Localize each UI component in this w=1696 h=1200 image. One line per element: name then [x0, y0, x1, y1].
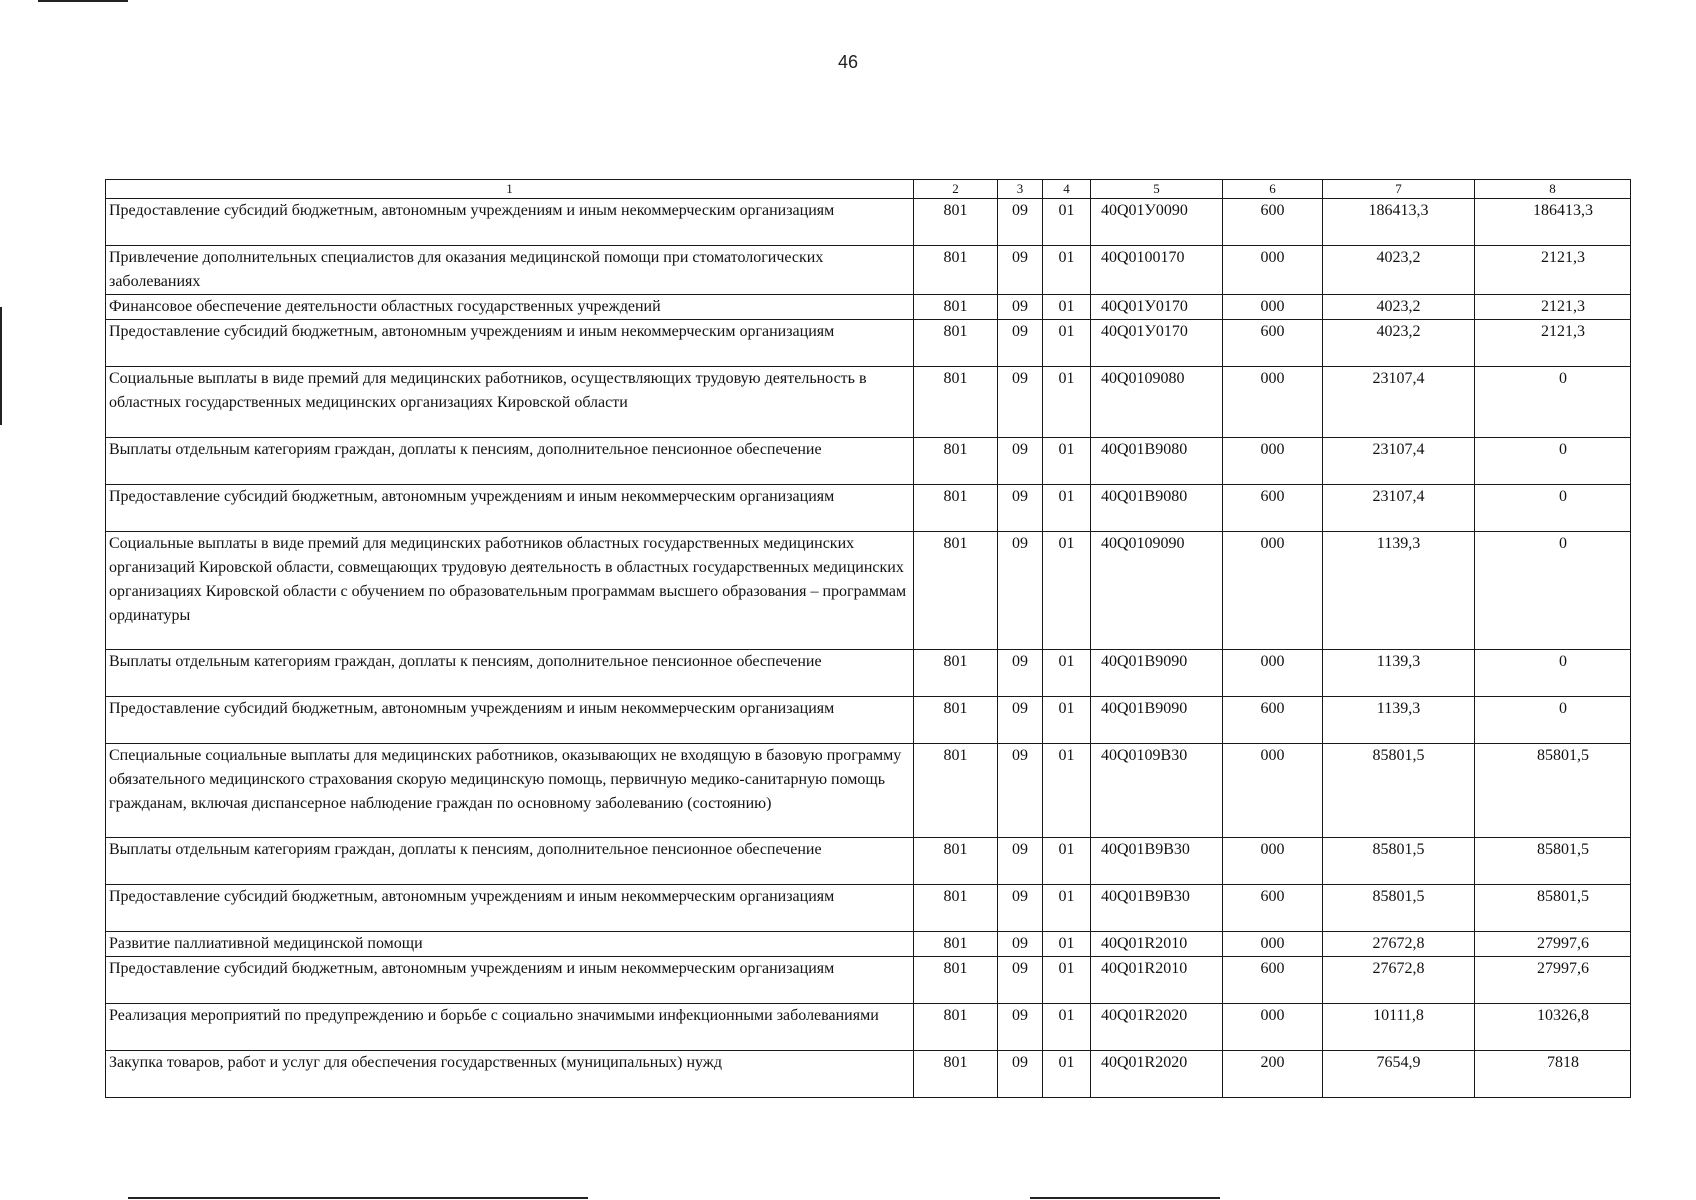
cell-expense-type: 200 [1223, 1051, 1323, 1098]
cell-col3: 09 [998, 957, 1043, 1004]
cell-col3: 09 [998, 485, 1043, 532]
table-row [106, 838, 1631, 885]
row-description: Социальные выплаты в виде премий для медицинских работников областных государственных медицинских организаций Кировской области, совмещающих трудовую деятельность в областных государственных медицинских организациях Кировской области с обучением по образовательным программам высшего образования – программам ординатуры [106, 532, 914, 650]
header-cell: 2 [914, 180, 998, 199]
row-description: Специальные социальные выплаты для медицинских работников, оказывающих не входящую в базовую программу обязательного медицинского страхования скорую медицинскую помощь, первичную медико-санитарную помощь гражданам, включая диспансерное наблюдение граждан по основному заболеванию (состоянию) [106, 744, 914, 838]
cell-col4: 01 [1043, 838, 1091, 885]
cell-amount-col7: 4023,2 [1323, 295, 1475, 320]
cell-amount-col7: 1139,3 [1323, 650, 1475, 697]
cell-col3: 09 [998, 744, 1043, 838]
cell-col2: 801 [914, 532, 998, 650]
header-cell: 5 [1091, 180, 1223, 199]
cell-amount-col7: 186413,3 [1323, 199, 1475, 246]
page-number: 46 [837, 52, 859, 72]
cell-target-code: 40Q01R2020 [1091, 1051, 1223, 1098]
cell-amount-col8: 0 [1475, 367, 1631, 438]
cell-expense-type: 600 [1223, 320, 1323, 367]
cell-col2: 801 [914, 885, 998, 932]
cell-amount-col8: 85801,5 [1475, 744, 1631, 838]
row-description: Предоставление субсидий бюджетным, автономным учреждениям и иным некоммерческим организациям [106, 697, 914, 744]
cell-col4: 01 [1043, 438, 1091, 485]
cell-amount-col8: 2121,3 [1475, 246, 1631, 295]
cell-col3: 09 [998, 932, 1043, 957]
row-description: Предоставление субсидий бюджетным, автономным учреждениям и иным некоммерческим организациям [106, 885, 914, 932]
scan-mark-top [38, 0, 128, 2]
cell-expense-type: 000 [1223, 744, 1323, 838]
cell-expense-type: 600 [1223, 957, 1323, 1004]
table-row [106, 932, 1631, 957]
cell-col3: 09 [998, 1004, 1043, 1051]
cell-amount-col7: 7654,9 [1323, 1051, 1475, 1098]
cell-target-code: 40Q0109090 [1091, 532, 1223, 650]
row-description: Предоставление субсидий бюджетным, автономным учреждениям и иным некоммерческим организациям [106, 957, 914, 1004]
row-description: Предоставление субсидий бюджетным, автономным учреждениям и иным некоммерческим организациям [106, 199, 914, 246]
cell-amount-col7: 85801,5 [1323, 838, 1475, 885]
cell-col2: 801 [914, 957, 998, 1004]
cell-target-code: 40Q01R2010 [1091, 932, 1223, 957]
cell-col4: 01 [1043, 1051, 1091, 1098]
table-row [106, 697, 1631, 744]
cell-col2: 801 [914, 438, 998, 485]
header-cell: 7 [1323, 180, 1475, 199]
cell-col3: 09 [998, 438, 1043, 485]
cell-col4: 01 [1043, 885, 1091, 932]
table-row [106, 295, 1631, 320]
table-row [106, 1004, 1631, 1051]
cell-col3: 09 [998, 295, 1043, 320]
row-description: Социальные выплаты в виде премий для медицинских работников, осуществляющих трудовую деятельность в областных государственных медицинских организациях Кировской области [106, 367, 914, 438]
table-row [106, 199, 1631, 246]
cell-expense-type: 000 [1223, 932, 1323, 957]
cell-amount-col8: 10326,8 [1475, 1004, 1631, 1051]
cell-col4: 01 [1043, 1004, 1091, 1051]
cell-amount-col7: 23107,4 [1323, 485, 1475, 532]
cell-amount-col7: 85801,5 [1323, 744, 1475, 838]
cell-col2: 801 [914, 1051, 998, 1098]
cell-target-code: 40Q01R2020 [1091, 1004, 1223, 1051]
header-cell: 6 [1223, 180, 1323, 199]
cell-amount-col7: 4023,2 [1323, 320, 1475, 367]
table-row [106, 246, 1631, 295]
cell-amount-col8: 27997,6 [1475, 957, 1631, 1004]
cell-col3: 09 [998, 697, 1043, 744]
cell-target-code: 40Q0109B30 [1091, 744, 1223, 838]
row-description: Предоставление субсидий бюджетным, автономным учреждениям и иным некоммерческим организациям [106, 320, 914, 367]
cell-amount-col8: 0 [1475, 650, 1631, 697]
header-cell: 8 [1475, 180, 1631, 199]
cell-col4: 01 [1043, 199, 1091, 246]
row-description: Привлечение дополнительных специалистов для оказания медицинской помощи при стоматологических заболеваниях [106, 246, 914, 295]
cell-target-code: 40Q01У0090 [1091, 199, 1223, 246]
cell-col4: 01 [1043, 485, 1091, 532]
cell-col2: 801 [914, 932, 998, 957]
cell-col2: 801 [914, 320, 998, 367]
cell-target-code: 40Q01R2010 [1091, 957, 1223, 1004]
table-row [106, 320, 1631, 367]
cell-expense-type: 000 [1223, 650, 1323, 697]
cell-col2: 801 [914, 744, 998, 838]
cell-amount-col7: 1139,3 [1323, 532, 1475, 650]
cell-col3: 09 [998, 650, 1043, 697]
cell-col2: 801 [914, 697, 998, 744]
header-cell: 1 [106, 180, 914, 199]
cell-col4: 01 [1043, 650, 1091, 697]
cell-target-code: 40Q01B9090 [1091, 697, 1223, 744]
cell-expense-type: 600 [1223, 885, 1323, 932]
cell-expense-type: 000 [1223, 532, 1323, 650]
cell-expense-type: 000 [1223, 367, 1323, 438]
table-row [106, 1051, 1631, 1098]
cell-amount-col8: 0 [1475, 485, 1631, 532]
row-description: Реализация мероприятий по предупреждению и борьбе с социально значимыми инфекционными заболеваниями [106, 1004, 914, 1051]
header-cell: 4 [1043, 180, 1091, 199]
cell-col4: 01 [1043, 697, 1091, 744]
cell-col2: 801 [914, 246, 998, 295]
cell-col4: 01 [1043, 295, 1091, 320]
cell-col2: 801 [914, 838, 998, 885]
cell-col2: 801 [914, 485, 998, 532]
cell-expense-type: 000 [1223, 246, 1323, 295]
cell-expense-type: 000 [1223, 1004, 1323, 1051]
row-description: Предоставление субсидий бюджетным, автономным учреждениям и иным некоммерческим организациям [106, 485, 914, 532]
table-row [106, 744, 1631, 838]
cell-amount-col7: 4023,2 [1323, 246, 1475, 295]
cell-expense-type: 600 [1223, 697, 1323, 744]
cell-col3: 09 [998, 1051, 1043, 1098]
cell-col4: 01 [1043, 957, 1091, 1004]
table-row [106, 438, 1631, 485]
scan-mark-left [0, 307, 2, 425]
cell-col2: 801 [914, 367, 998, 438]
cell-expense-type: 000 [1223, 438, 1323, 485]
cell-expense-type: 000 [1223, 838, 1323, 885]
cell-col4: 01 [1043, 246, 1091, 295]
cell-col3: 09 [998, 838, 1043, 885]
cell-amount-col8: 0 [1475, 532, 1631, 650]
table-row [106, 367, 1631, 438]
cell-expense-type: 600 [1223, 199, 1323, 246]
table-row [106, 650, 1631, 697]
cell-target-code: 40Q01B9080 [1091, 485, 1223, 532]
cell-amount-col7: 1139,3 [1323, 697, 1475, 744]
cell-amount-col8: 0 [1475, 438, 1631, 485]
cell-col4: 01 [1043, 744, 1091, 838]
cell-target-code: 40Q01B9B30 [1091, 838, 1223, 885]
cell-target-code: 40Q01B9B30 [1091, 885, 1223, 932]
table-row [106, 885, 1631, 932]
cell-target-code: 40Q0100170 [1091, 246, 1223, 295]
table-row [106, 532, 1631, 650]
cell-expense-type: 600 [1223, 485, 1323, 532]
cell-col2: 801 [914, 199, 998, 246]
cell-target-code: 40Q01B9080 [1091, 438, 1223, 485]
cell-amount-col8: 85801,5 [1475, 885, 1631, 932]
cell-col4: 01 [1043, 320, 1091, 367]
row-description: Выплаты отдельным категориям граждан, доплаты к пенсиям, дополнительное пенсионное обеспечение [106, 838, 914, 885]
cell-expense-type: 000 [1223, 295, 1323, 320]
cell-amount-col8: 7818 [1475, 1051, 1631, 1098]
row-description: Финансовое обеспечение деятельности областных государственных учреждений [106, 295, 914, 320]
cell-col3: 09 [998, 367, 1043, 438]
cell-amount-col8: 27997,6 [1475, 932, 1631, 957]
cell-col4: 01 [1043, 932, 1091, 957]
row-description: Развитие паллиативной медицинской помощи [106, 932, 914, 957]
budget-table [105, 179, 1631, 1098]
cell-col2: 801 [914, 1004, 998, 1051]
cell-target-code: 40Q01У0170 [1091, 295, 1223, 320]
cell-col3: 09 [998, 199, 1043, 246]
cell-amount-col7: 27672,8 [1323, 957, 1475, 1004]
scan-mark-bottom-right [1030, 1197, 1220, 1199]
cell-col2: 801 [914, 650, 998, 697]
cell-amount-col7: 10111,8 [1323, 1004, 1475, 1051]
cell-target-code: 40Q01У0170 [1091, 320, 1223, 367]
cell-target-code: 40Q0109080 [1091, 367, 1223, 438]
cell-col3: 09 [998, 532, 1043, 650]
cell-amount-col7: 23107,4 [1323, 438, 1475, 485]
cell-amount-col8: 85801,5 [1475, 838, 1631, 885]
cell-col3: 09 [998, 246, 1043, 295]
row-description: Выплаты отдельным категориям граждан, доплаты к пенсиям, дополнительное пенсионное обеспечение [106, 650, 914, 697]
row-description: Выплаты отдельным категориям граждан, доплаты к пенсиям, дополнительное пенсионное обеспечение [106, 438, 914, 485]
cell-amount-col8: 186413,3 [1475, 199, 1631, 246]
header-cell: 3 [998, 180, 1043, 199]
cell-amount-col8: 2121,3 [1475, 295, 1631, 320]
cell-col3: 09 [998, 320, 1043, 367]
cell-col3: 09 [998, 885, 1043, 932]
cell-col2: 801 [914, 295, 998, 320]
cell-col4: 01 [1043, 532, 1091, 650]
table-row [106, 485, 1631, 532]
table-row [106, 957, 1631, 1004]
row-description: Закупка товаров, работ и услуг для обеспечения государственных (муниципальных) нужд [106, 1051, 914, 1098]
scan-mark-bottom-left [128, 1197, 588, 1199]
cell-amount-col7: 23107,4 [1323, 367, 1475, 438]
cell-amount-col8: 0 [1475, 697, 1631, 744]
cell-amount-col7: 27672,8 [1323, 932, 1475, 957]
cell-col4: 01 [1043, 367, 1091, 438]
cell-target-code: 40Q01B9090 [1091, 650, 1223, 697]
table-header-row [106, 180, 1631, 199]
cell-amount-col8: 2121,3 [1475, 320, 1631, 367]
cell-amount-col7: 85801,5 [1323, 885, 1475, 932]
